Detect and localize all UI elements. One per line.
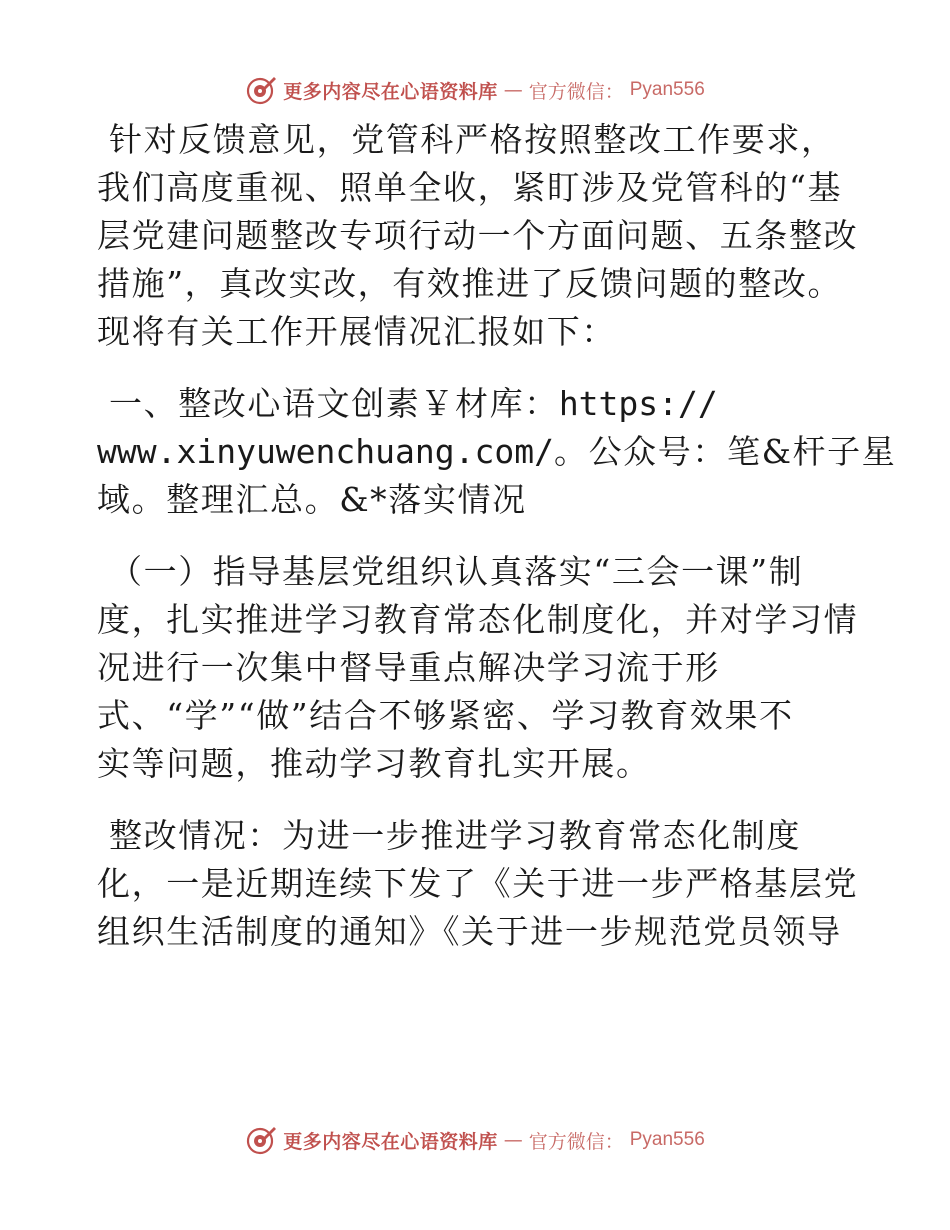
paragraph-rectification bbox=[97, 812, 857, 956]
paragraph-item-one bbox=[97, 548, 857, 788]
url-text: https:// bbox=[558, 384, 718, 423]
paragraph-intro bbox=[97, 116, 857, 356]
watermark-wechat-label: 官方微信： bbox=[528, 1130, 624, 1153]
watermark-dash: — bbox=[503, 1129, 523, 1151]
footer-watermark bbox=[0, 1120, 950, 1160]
text-line: 针对反馈意见，党管科严格按照整改工作要求， bbox=[109, 120, 836, 159]
watermark-dash: — bbox=[503, 79, 523, 101]
pen-logo-icon bbox=[245, 1124, 277, 1156]
pen-logo-icon bbox=[245, 74, 277, 106]
paragraph-section-one bbox=[97, 380, 897, 524]
watermark-wechat-label: 官方微信： bbox=[528, 80, 624, 103]
header-watermark bbox=[0, 70, 950, 110]
url-text: www.xinyuwenchuang.com/ bbox=[97, 432, 554, 471]
text-span: 一、整改心语文创素￥材库： bbox=[109, 384, 559, 423]
text-line: 度，扎实推进学习教育常态化制度化，并对学习情 bbox=[97, 600, 859, 639]
text-line: 化，一是近期连续下发了《关于进一步严格基层党 bbox=[97, 864, 859, 903]
text-line: 实等问题，推动学习教育扎实开展。 bbox=[97, 744, 651, 783]
text-line: 层党建问题整改专项行动一个方面问题、五条整改 bbox=[97, 216, 859, 255]
document-body bbox=[97, 116, 897, 956]
text-span: 。公众号：笔&杆子星 bbox=[553, 432, 897, 471]
text-line: （一）指导基层党组织认真落实“三会一课”制 bbox=[109, 552, 804, 591]
watermark-title: 更多内容尽在心语资料库 bbox=[283, 80, 498, 103]
text-line: 我们高度重视、照单全收，紧盯涉及党管科的“基 bbox=[97, 168, 843, 207]
text-line: 况进行一次集中督导重点解决学习流于形 bbox=[97, 648, 720, 687]
text-line: 组织生活制度的通知》《关于进一步规范党员领导 bbox=[97, 912, 842, 951]
watermark-wechat-id: Pyan556 bbox=[629, 79, 705, 100]
text-line: 整改情况：为进一步推进学习教育常态化制度 bbox=[109, 816, 801, 855]
section-heading-line bbox=[97, 380, 857, 428]
text-line bbox=[97, 428, 897, 476]
text-line: 现将有关工作开展情况汇报如下： bbox=[97, 312, 616, 351]
text-line: 式、“学”“做”结合不够紧密、学习教育效果不 bbox=[97, 696, 794, 735]
watermark-title: 更多内容尽在心语资料库 bbox=[283, 1130, 498, 1153]
watermark-wechat-id: Pyan556 bbox=[629, 1129, 705, 1150]
text-line: 域。整理汇总。&*落实情况 bbox=[97, 480, 527, 519]
text-line: 措施”，真改实改，有效推进了反馈问题的整改。 bbox=[97, 264, 843, 303]
